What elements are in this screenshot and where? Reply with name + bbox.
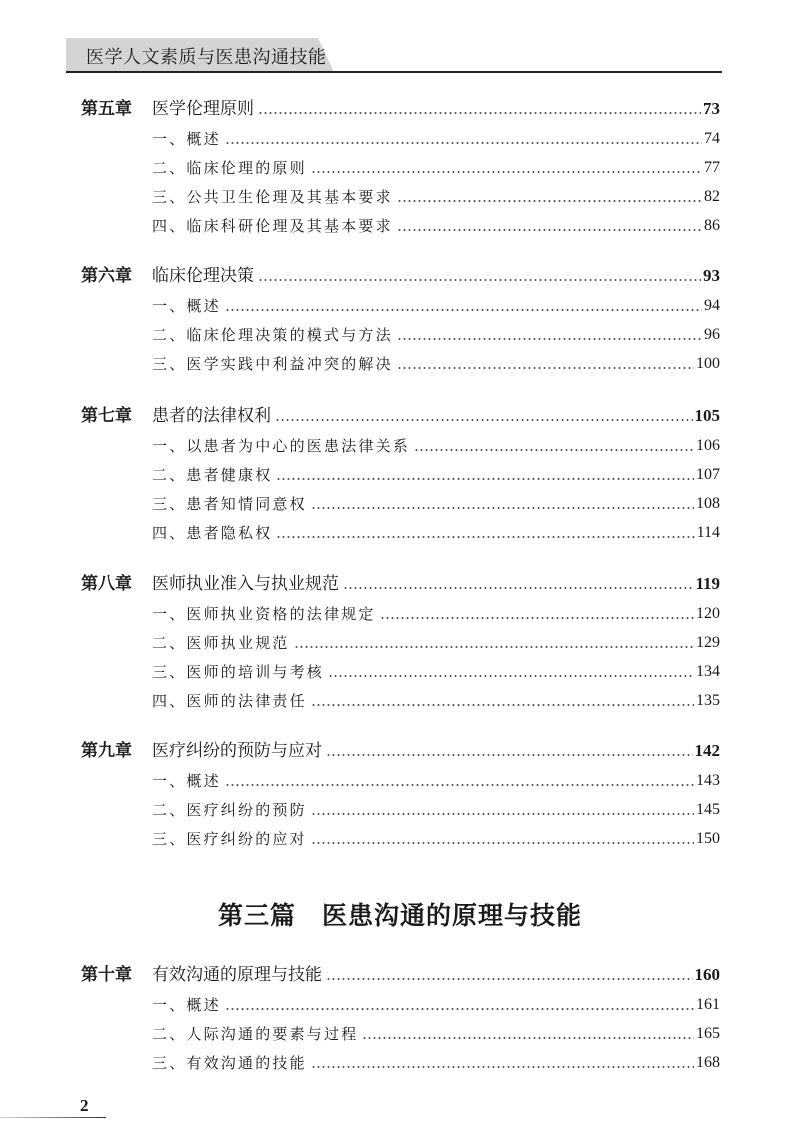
- dot-leader: [343, 587, 693, 589]
- chapter-number: 第七章: [81, 406, 132, 426]
- page-ref: 142: [694, 741, 720, 760]
- section-title: 二、临床伦理的原则: [152, 158, 307, 177]
- page-ref: 114: [696, 524, 720, 542]
- page-ref: 119: [695, 574, 720, 593]
- section-title: 三、医疗纠纷的应对: [152, 829, 307, 848]
- page-ref: 106: [696, 436, 720, 454]
- toc-section-entry: [0, 798, 800, 822]
- section-title: 三、医师的培训与考核: [152, 662, 325, 681]
- section-title: 二、人际沟通的要素与过程: [152, 1024, 359, 1043]
- toc-section-entry: [0, 521, 800, 545]
- toc-chapter-entry: [0, 572, 800, 596]
- chapter-title: 有效沟通的原理与技能: [152, 965, 322, 985]
- toc-section-entry: [0, 689, 800, 713]
- chapter-title: 医学伦理原则: [152, 99, 254, 119]
- chapter-number: 第五章: [81, 99, 132, 119]
- toc-section-entry: [0, 1051, 800, 1075]
- dot-leader: [397, 367, 694, 369]
- page-ref: 150: [696, 829, 720, 847]
- section-title: 一、概述: [152, 129, 221, 148]
- toc-section-entry: [0, 352, 800, 376]
- chapter-number: 第八章: [81, 574, 132, 594]
- page-ref: 129: [696, 633, 720, 651]
- toc-section-entry: [0, 993, 800, 1017]
- page-ref: 105: [694, 406, 720, 425]
- part-label: 第三篇: [217, 901, 296, 930]
- chapter-title: 临床伦理决策: [152, 266, 254, 286]
- section-title: 二、医疗纠纷的预防: [152, 800, 307, 819]
- dot-leader: [326, 754, 693, 756]
- dot-leader: [311, 813, 694, 815]
- section-title: 二、临床伦理决策的模式与方法: [152, 325, 393, 344]
- part-heading: [0, 896, 800, 932]
- dot-leader: [258, 112, 701, 114]
- chapter-title: 医师执业准入与执业规范: [152, 574, 339, 594]
- dot-leader: [311, 507, 694, 509]
- toc-section-entry: [0, 602, 800, 626]
- section-title: 三、公共卫生伦理及其基本要求: [152, 187, 393, 206]
- page-ref: 165: [696, 1024, 720, 1042]
- chapter-number: 第九章: [81, 741, 132, 761]
- page-ref: 74: [704, 129, 720, 147]
- dot-leader: [311, 1066, 694, 1068]
- page-ref: 135: [696, 692, 720, 710]
- dot-leader: [225, 309, 702, 311]
- page-ref: 86: [704, 217, 720, 235]
- page-ref: 143: [696, 771, 720, 789]
- toc-section-entry: [0, 827, 800, 851]
- section-title: 四、临床科研伦理及其基本要求: [152, 217, 393, 236]
- toc-section-entry: [0, 1022, 800, 1046]
- toc-section-entry: [0, 323, 800, 347]
- section-title: 三、有效沟通的技能: [152, 1053, 307, 1072]
- dot-leader: [328, 675, 694, 677]
- page-ref: 82: [704, 187, 720, 205]
- chapter-title: 医疗纠纷的预防与应对: [152, 741, 322, 761]
- toc-chapter-entry: [0, 97, 800, 121]
- page-number: 2: [80, 1096, 89, 1115]
- page-ref: 134: [696, 662, 720, 680]
- section-title: 二、医师执业规范: [152, 633, 290, 652]
- page-ref: 77: [704, 158, 720, 176]
- dot-leader: [311, 842, 694, 844]
- toc-chapter-entry: [0, 739, 800, 763]
- page-ref: 93: [703, 266, 720, 285]
- page-ref: 145: [696, 800, 720, 818]
- dot-leader: [326, 978, 693, 980]
- dot-leader: [362, 1037, 694, 1039]
- page-ref: 160: [694, 965, 720, 984]
- toc-section-entry: [0, 463, 800, 487]
- chapter-number: 第六章: [81, 266, 132, 286]
- dot-leader: [225, 142, 702, 144]
- dot-leader: [414, 449, 694, 451]
- dot-leader: [397, 338, 702, 340]
- chapter-title: 患者的法律权利: [152, 406, 271, 426]
- section-title: 四、医师的法律责任: [152, 692, 307, 711]
- page-ref: 161: [696, 995, 720, 1013]
- dot-leader: [276, 536, 695, 538]
- section-title: 一、概述: [152, 296, 221, 315]
- toc-section-entry: [0, 492, 800, 516]
- toc-section-entry: [0, 127, 800, 151]
- part-title: 医患沟通的原理与技能: [322, 901, 583, 930]
- section-title: 三、医学实践中利益冲突的解决: [152, 354, 393, 373]
- section-title: 三、患者知情同意权: [152, 494, 307, 513]
- page-ref: 108: [696, 494, 720, 512]
- section-title: 一、概述: [152, 771, 221, 790]
- toc-section-entry: [0, 769, 800, 793]
- page-ref: 94: [704, 296, 720, 314]
- page-ref: 100: [696, 354, 720, 372]
- toc-chapter-entry: [0, 264, 800, 288]
- page-ref: 73: [703, 99, 720, 118]
- footer-rule: [0, 1117, 106, 1118]
- dot-leader: [311, 171, 702, 173]
- toc-section-entry: [0, 156, 800, 180]
- toc-section-entry: [0, 660, 800, 684]
- header-rule: [66, 71, 722, 73]
- toc-chapter-entry: [0, 404, 800, 428]
- section-title: 一、以患者为中心的医患法律关系: [152, 436, 411, 455]
- section-title: 二、患者健康权: [152, 465, 273, 484]
- dot-leader: [294, 646, 694, 648]
- page-ref: 107: [696, 465, 720, 483]
- dot-leader: [275, 419, 693, 421]
- dot-leader: [225, 1008, 694, 1010]
- section-title: 一、概述: [152, 995, 221, 1014]
- dot-leader: [397, 229, 702, 231]
- toc-section-entry: [0, 631, 800, 655]
- section-title: 一、医师执业资格的法律规定: [152, 604, 376, 623]
- page-ref: 96: [704, 325, 720, 343]
- section-title: 四、患者隐私权: [152, 524, 273, 543]
- dot-leader: [380, 617, 694, 619]
- toc-section-entry: [0, 185, 800, 209]
- page-ref: 120: [696, 604, 720, 622]
- running-header-title: 医学人文素质与医患沟通技能: [86, 47, 327, 68]
- toc-section-entry: [0, 434, 800, 458]
- page-ref: 168: [696, 1053, 720, 1071]
- dot-leader: [276, 478, 694, 480]
- toc-section-entry: [0, 214, 800, 238]
- dot-leader: [225, 784, 694, 786]
- toc-section-entry: [0, 294, 800, 318]
- dot-leader: [311, 704, 694, 706]
- toc-chapter-entry: [0, 963, 800, 987]
- chapter-number: 第十章: [81, 965, 132, 985]
- dot-leader: [258, 279, 701, 281]
- dot-leader: [397, 200, 702, 202]
